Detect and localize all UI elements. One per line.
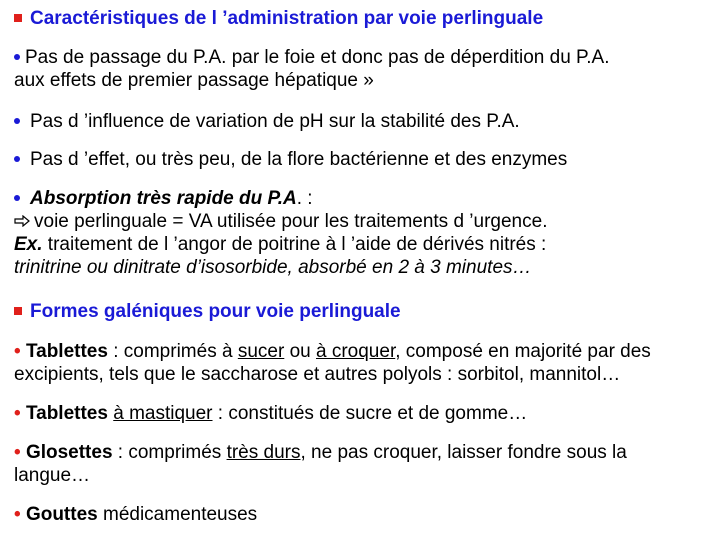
- item1-text-b: ou: [284, 341, 316, 362]
- square-bullet-icon: [14, 307, 22, 315]
- italic-line-text: trinitrine ou dinitrate d’isosorbide, absorbé en 2 à 3 minutes…: [14, 257, 532, 278]
- section2-item2: [14, 402, 527, 425]
- item4-label: Gouttes: [25, 504, 98, 525]
- section1-bullet1-line2: [14, 69, 374, 92]
- item2-underlined: à mastiquer: [113, 403, 213, 424]
- section2-item4: [14, 503, 257, 526]
- item1-text-a: : comprimés à: [107, 341, 238, 362]
- item3-text-cont: langue…: [14, 465, 91, 486]
- bullet3-text: Pas d ’effet, ou très peu, de la flore bactérienne et des enzymes: [30, 149, 568, 170]
- red-bullet-icon: •: [14, 504, 21, 525]
- red-bullet-icon: •: [14, 403, 21, 424]
- bullet-dot-icon: [14, 156, 20, 162]
- square-bullet-icon: [14, 14, 22, 22]
- section2-item1-line1: [14, 340, 651, 363]
- example-label: Ex.: [14, 234, 43, 255]
- section1-bullet4: [14, 187, 313, 210]
- section2-item3-line1: [14, 441, 627, 464]
- item1-text-c: , composé en majorité par des: [395, 341, 651, 362]
- item1-text-cont: excipients, tels que le saccharose et autres polyols : sorbitol, mannitol…: [14, 364, 621, 385]
- section1-bullet4-italic-line: [14, 256, 532, 279]
- bullet4-bold-text: Absorption très rapide du P.A: [30, 188, 297, 209]
- bullet-dot-icon: [14, 54, 20, 60]
- section2-item1-line2: [14, 363, 620, 386]
- section1-title: Caractéristiques de l ’administration par voie perlinguale: [30, 8, 544, 29]
- item4-text: médicamenteuses: [97, 504, 258, 525]
- red-bullet-icon: •: [14, 442, 21, 463]
- red-bullet-icon: •: [14, 341, 21, 362]
- bullet-dot-icon: [14, 118, 20, 124]
- bullet1-text-cont: aux effets de premier passage hépatique »: [14, 70, 374, 91]
- item1-underlined-b: à croquer: [316, 341, 396, 362]
- section2-title: Formes galéniques pour voie perlinguale: [30, 301, 401, 322]
- item2-text-b: : constitués de sucre et de gomme…: [212, 403, 528, 424]
- item3-label: Glosettes: [25, 442, 113, 463]
- item3-underlined: très durs: [226, 442, 301, 463]
- arrow-line-text: voie perlinguale = VA utilisée pour les traitements d ’urgence.: [34, 211, 548, 232]
- item1-label: Tablettes: [25, 341, 108, 362]
- bullet4-rest-text: . :: [296, 188, 313, 209]
- section1-bullet4-example-line: [14, 233, 546, 256]
- section1-bullet1-line1: [14, 46, 610, 69]
- item3-text-a: : comprimés: [112, 442, 227, 463]
- section1-bullet2: [14, 110, 520, 133]
- example-text: traitement de l ’angor de poitrine à l ’aide de dérivés nitrés :: [42, 234, 547, 255]
- section2-item3-line2: [14, 464, 90, 487]
- item3-text-b: , ne pas croquer, laisser fondre sous la: [300, 442, 627, 463]
- section2-heading: [14, 300, 401, 323]
- bullet-dot-icon: [14, 195, 20, 201]
- item2-label: Tablettes: [25, 403, 108, 424]
- section1-heading: [14, 7, 543, 30]
- section1-bullet4-arrow-line: [14, 210, 547, 233]
- bullet2-text: Pas d ’influence de variation de pH sur la stabilité des P.A.: [30, 111, 520, 132]
- section1-bullet3: [14, 148, 567, 171]
- item1-underlined-a: sucer: [237, 341, 285, 362]
- right-arrow-icon: [14, 210, 30, 233]
- bullet1-text: Pas de passage du P.A. par le foie et donc pas de déperdition du P.A.: [25, 47, 610, 68]
